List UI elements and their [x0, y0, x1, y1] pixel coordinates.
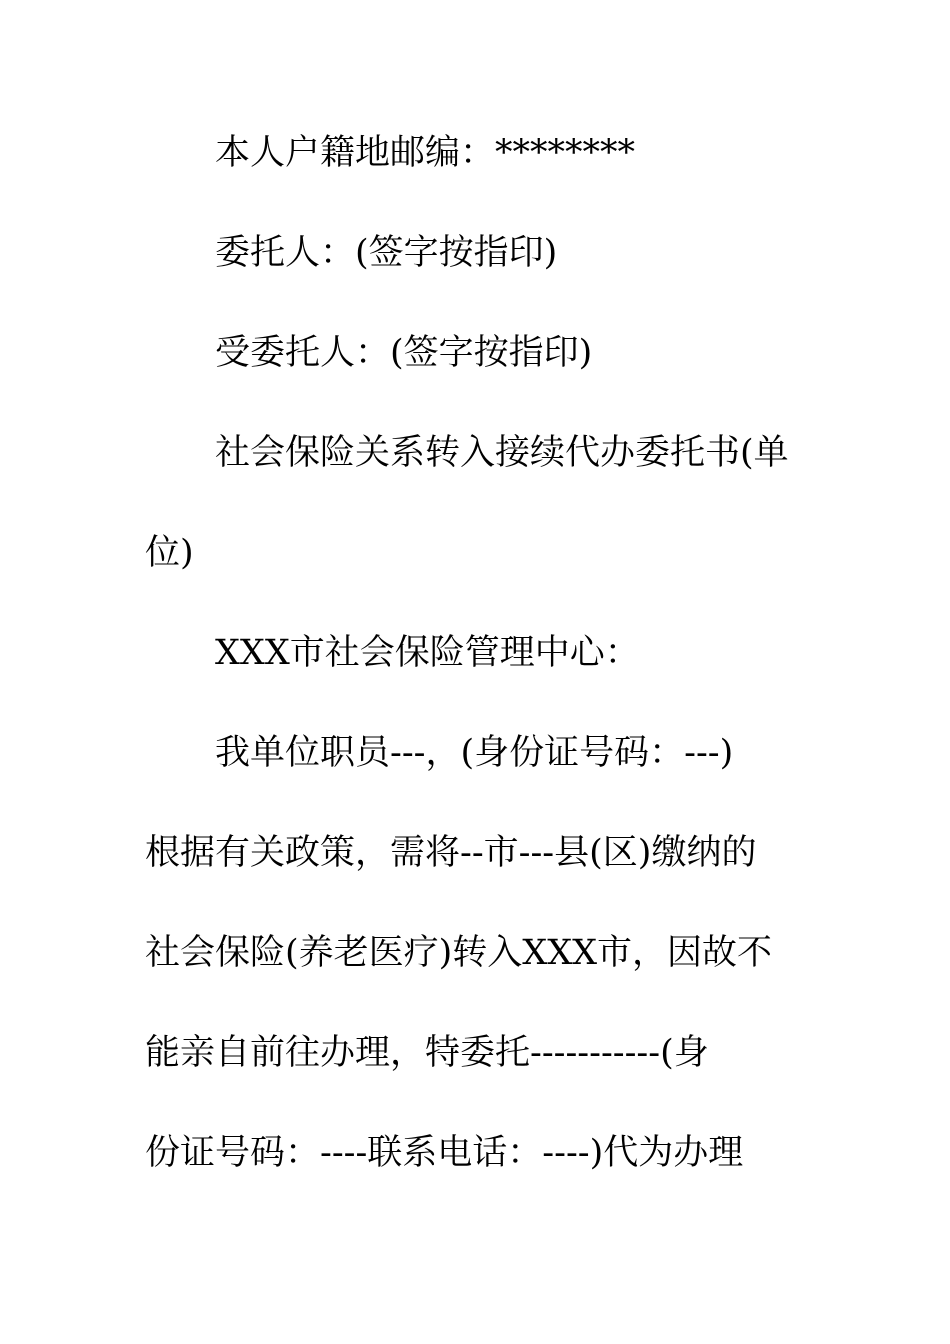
agent-signature-line: 受委托人：(签字按指印): [215, 333, 593, 373]
principal-signature-line: 委托人：(签字按指印): [215, 233, 558, 273]
body-paragraph-line-1: 我单位职员---，(身份证号码：---): [215, 733, 734, 773]
document-title-line-2: 位): [145, 533, 194, 573]
addressee-line: XXX市社会保险管理中心：: [215, 633, 640, 673]
body-paragraph-line-5: 份证号码：----联系电话：----)代为办理: [145, 1133, 744, 1173]
document-title-line-1: 社会保险关系转入接续代办委托书(单: [215, 433, 789, 473]
body-paragraph-line-2: 根据有关政策，需将--市---县(区)缴纳的: [145, 833, 757, 873]
body-paragraph-line-3: 社会保险(养老医疗)转入XXX市，因故不: [145, 933, 773, 973]
body-paragraph-line-4: 能亲自前往办理，特委托-----------(身: [145, 1033, 709, 1073]
postal-code-line: 本人户籍地邮编：********: [215, 133, 636, 173]
